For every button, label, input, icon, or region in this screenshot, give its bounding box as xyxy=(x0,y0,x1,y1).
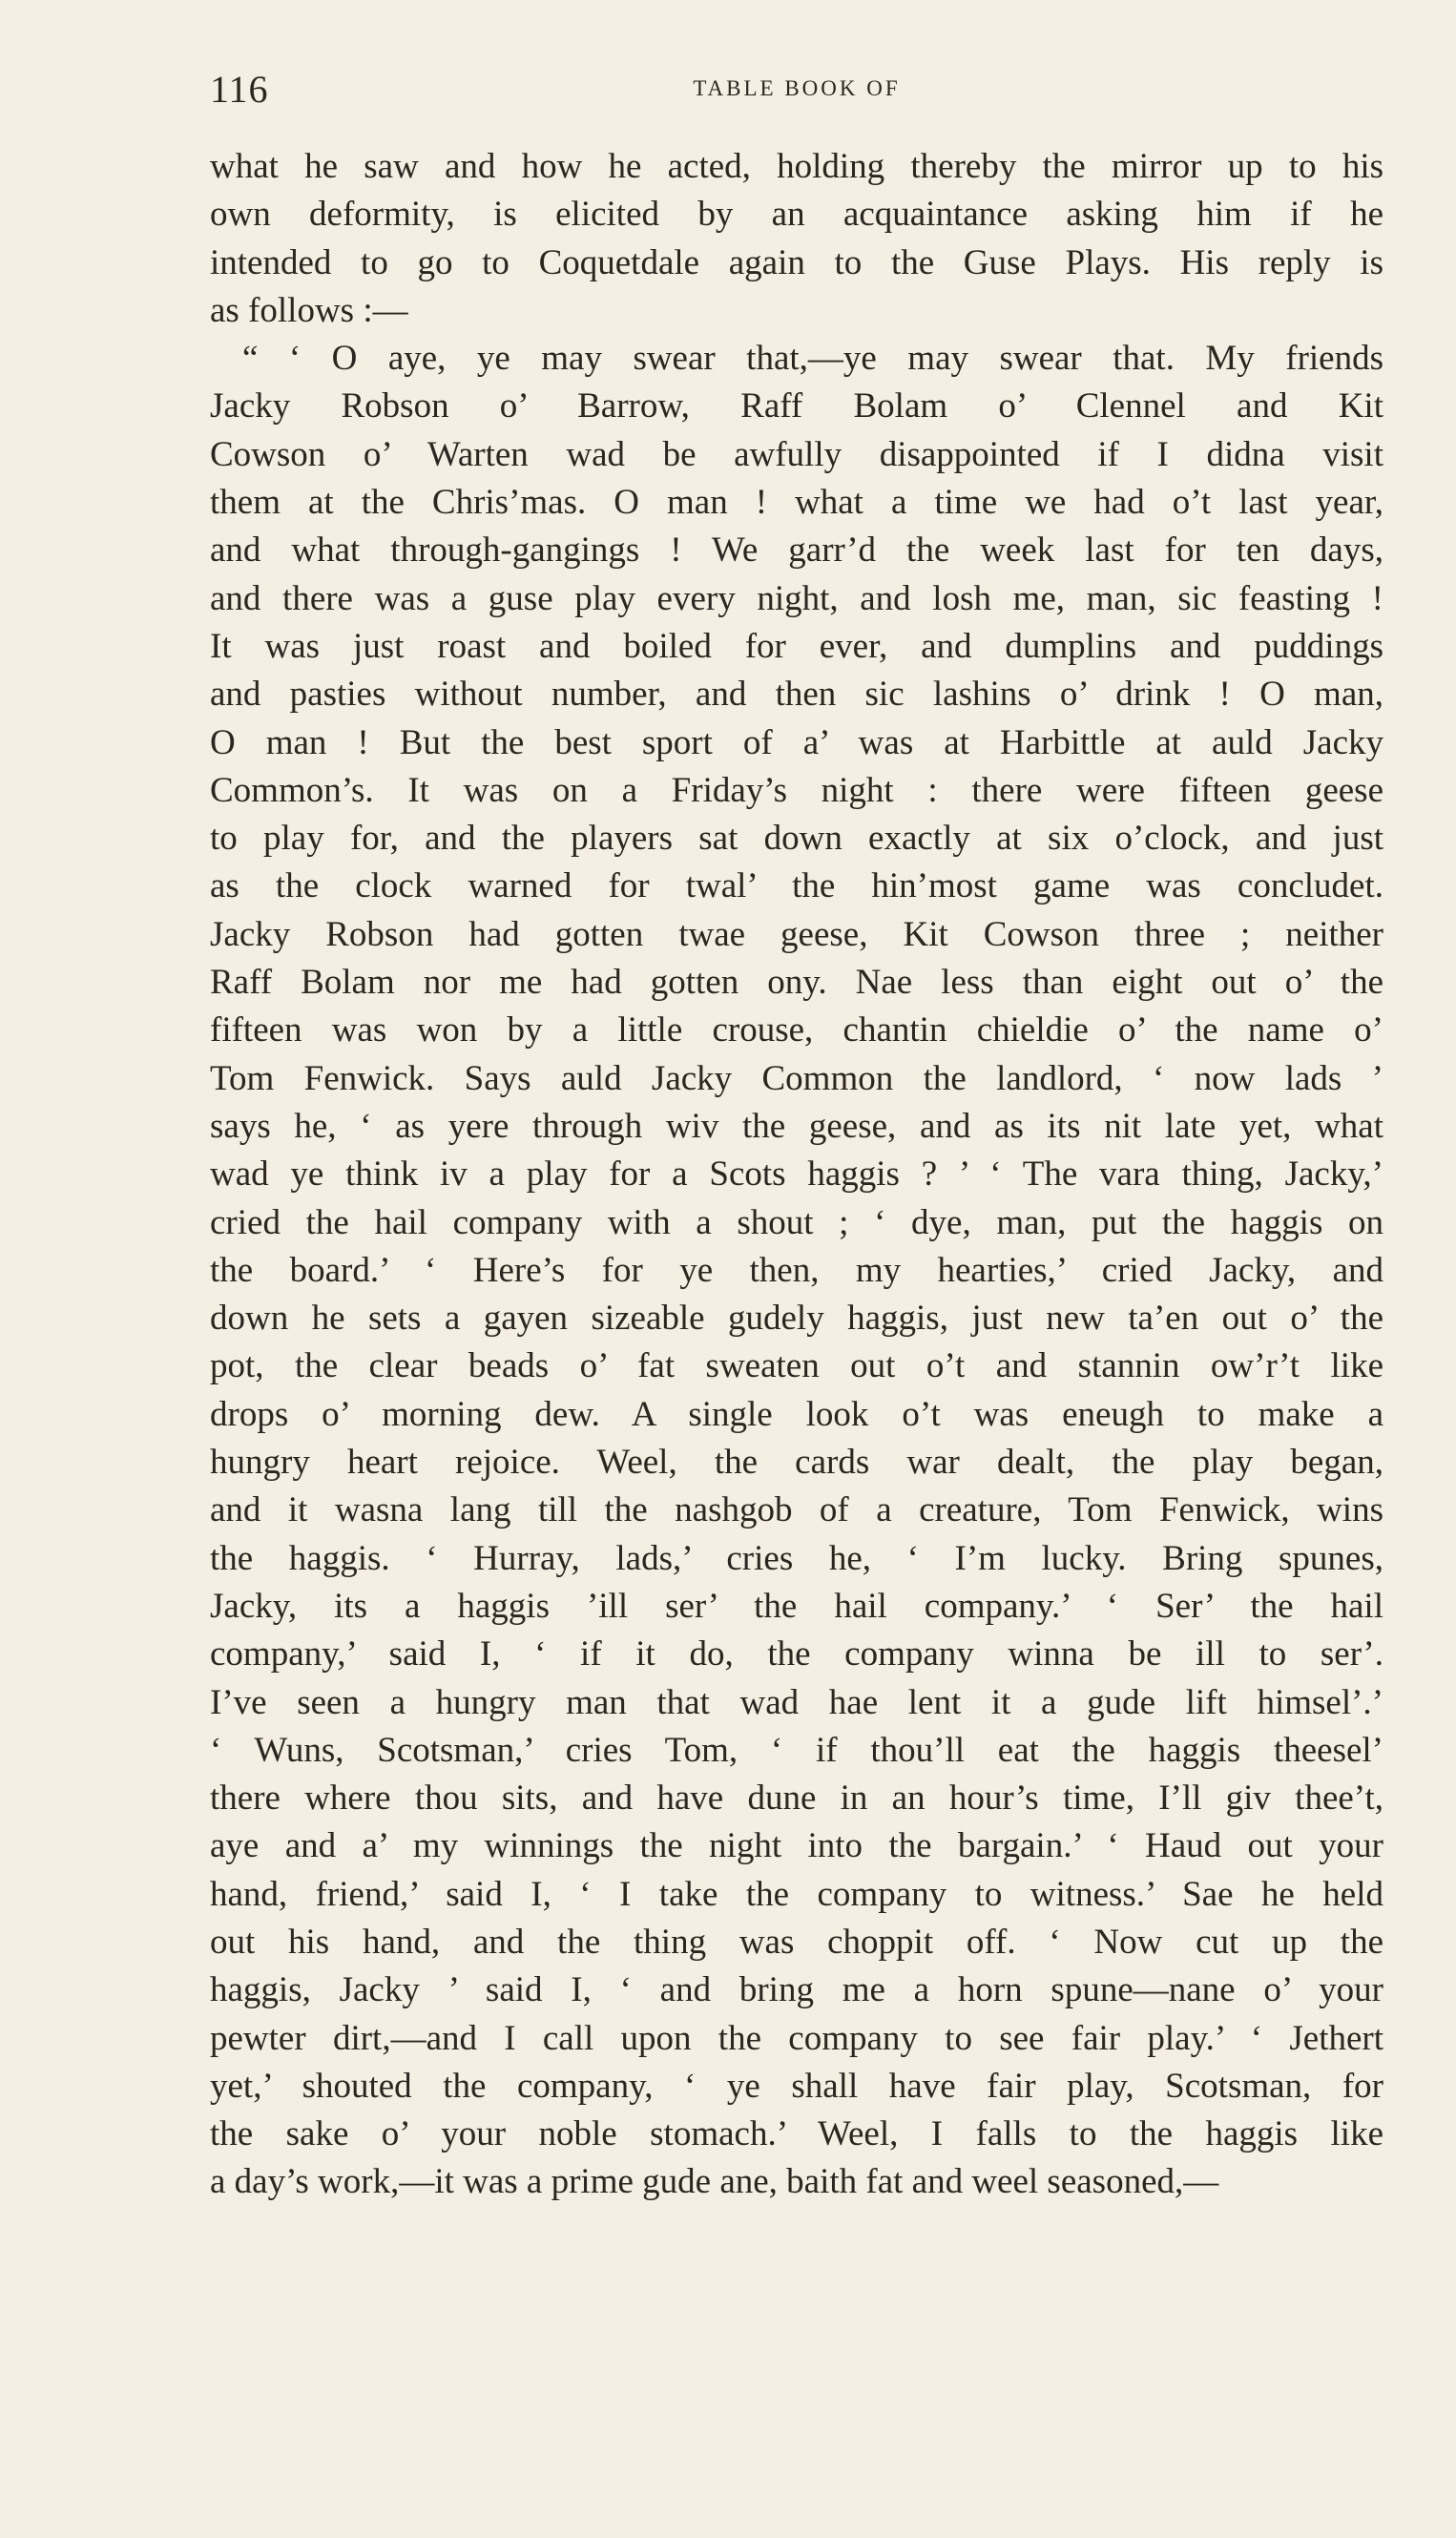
text-line: as the clock warned for twal’ the hin’most game was concludet. xyxy=(210,866,1383,906)
text-line: Jacky Robson o’ Barrow, Raff Bolam o’ Clennel and Kit xyxy=(210,386,1383,426)
text-line: the board.’ ‘ Here’s for ye then, my hearties,’ cried Jacky, and xyxy=(210,1250,1383,1290)
text-line: “ ‘ O aye, ye may swear that,—ye may swear that. My friends xyxy=(242,339,1383,379)
running-head: TABLE BOOK OF xyxy=(693,76,901,100)
text-line: O man ! But the best sport of a’ was at Harbittle at auld Jacky xyxy=(210,722,1383,762)
text-line: them at the Chris’mas. O man ! what a time we had o’t last year, xyxy=(210,483,1383,523)
text-line: and pasties without number, and then sic lashins o’ drink ! O man, xyxy=(210,675,1383,715)
text-line: pewter dirt,—and I call upon the company to see fair play.’ ‘ Jethert xyxy=(210,2018,1383,2058)
text-line: company,’ said I, ‘ if it do, the company winna be ill to ser’. xyxy=(210,1634,1383,1675)
text-line: yet,’ shouted the company, ‘ ye shall have fair play, Scotsman, for xyxy=(210,2066,1383,2106)
text-line: the haggis. ‘ Hurray, lads,’ cries he, ‘ I’m lucky. Bring spunes, xyxy=(210,1538,1383,1578)
text-line: aye and a’ my winnings the night into the bargain.’ ‘ Haud out your xyxy=(210,1826,1383,1866)
text-line: pot, the clear beads o’ fat sweaten out o’t and stannin ow’r’t like xyxy=(210,1346,1383,1386)
text-line: I’ve seen a hungry man that wad hae lent it a gude lift himsel’.’ xyxy=(210,1682,1383,1722)
text-line: wad ye think iv a play for a Scots haggis ? ’ ‘ The vara thing, Jacky,’ xyxy=(210,1155,1383,1195)
text-line: Tom Fenwick. Says auld Jacky Common the landlord, ‘ now lads ’ xyxy=(210,1058,1383,1098)
text-line: drops o’ morning dew. A single look o’t was eneugh to make a xyxy=(210,1394,1383,1434)
text-line: Jacky, its a haggis ’ill ser’ the hail company.’ ‘ Ser’ the hail xyxy=(210,1586,1383,1626)
text-line: to play for, and the players sat down exactly at six o’clock, and just xyxy=(210,819,1383,859)
text-line: cried the hail company with a shout ; ‘ dye, man, put the haggis on xyxy=(210,1202,1383,1242)
text-line: hungry heart rejoice. Weel, the cards war dealt, the play began, xyxy=(210,1443,1383,1483)
text-line: a day’s work,—it was a prime gude ane, baith fat and weel seasoned,— xyxy=(210,2162,1219,2202)
text-line: the sake o’ your noble stomach.’ Weel, I falls to the haggis like xyxy=(210,2114,1383,2154)
text-line: and what through-gangings ! We garr’d the week last for ten days, xyxy=(210,530,1383,571)
text-line: Common’s. It was on a Friday’s night : there were fifteen geese xyxy=(210,770,1383,810)
page-header xyxy=(210,67,1383,114)
text-line: haggis, Jacky ’ said I, ‘ and bring me a horn spune—nane o’ your xyxy=(210,1970,1383,2010)
text-line: and there was a guse play every night, and losh me, man, sic feasting ! xyxy=(210,578,1383,618)
text-line: Raff Bolam nor me had gotten ony. Nae less than eight out o’ the xyxy=(210,963,1383,1003)
text-line: out his hand, and the thing was choppit off. ‘ Now cut up the xyxy=(210,1922,1383,1962)
text-line: fifteen was won by a little crouse, chantin chieldie o’ the name o’ xyxy=(210,1010,1383,1051)
text-line: and it wasna lang till the nashgob of a creature, Tom Fenwick, wins xyxy=(210,1490,1383,1530)
body-text xyxy=(210,143,1383,2207)
text-line: It was just roast and boiled for ever, and dumplins and puddings xyxy=(210,626,1383,666)
text-line: what he saw and how he acted, holding thereby the mirror up to his xyxy=(210,147,1383,186)
page-number: 116 xyxy=(210,68,269,111)
text-line: hand, friend,’ said I, ‘ I take the company to witness.’ Sae he held xyxy=(210,1874,1383,1914)
text-line: there where thou sits, and have dune in an hour’s time, I’ll giv thee’t, xyxy=(210,1779,1383,1819)
text-line: intended to go to Coquetdale again to the Guse Plays. His reply is xyxy=(210,242,1383,282)
text-line: down he sets a gayen sizeable gudely haggis, just new ta’en out o’ the xyxy=(210,1299,1383,1339)
text-line: Cowson o’ Warten wad be awfully disappointed if I didna visit xyxy=(210,434,1383,474)
text-line: own deformity, is elicited by an acquaintance asking him if he xyxy=(210,195,1383,235)
text-line: ‘ Wuns, Scotsman,’ cries Tom, ‘ if thou’ll eat the haggis theesel’ xyxy=(210,1730,1383,1770)
text-line: says he, ‘ as yere through wiv the geese, and as its nit late yet, what xyxy=(210,1106,1383,1146)
text-line: Jacky Robson had gotten twae geese, Kit Cowson three ; neither xyxy=(210,914,1383,954)
text-line: as follows :— xyxy=(210,290,408,330)
